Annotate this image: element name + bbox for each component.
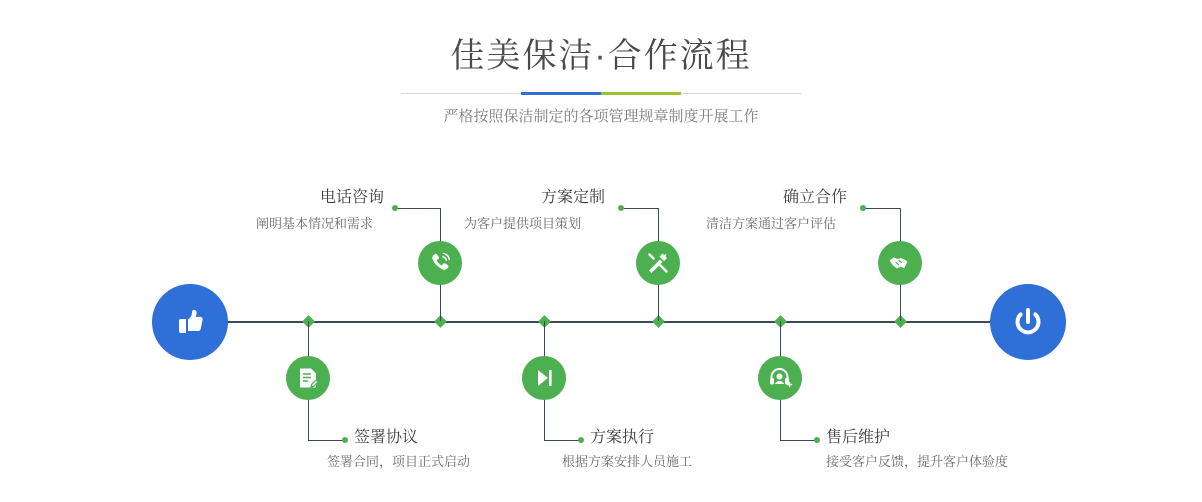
step-icon-3	[636, 241, 680, 285]
thumbs-up-icon	[170, 302, 210, 342]
headset-support-icon	[767, 365, 793, 391]
step-title-2: 签署协议	[354, 429, 419, 446]
step-title-3: 方案定制	[541, 189, 606, 206]
step-icon-1	[418, 241, 462, 285]
step-desc-6: 接受客户反馈，提升客户体验度	[826, 454, 1009, 469]
divider-blue-segment	[521, 92, 601, 95]
play-forward-icon	[531, 365, 557, 391]
connector-hline-4	[544, 440, 580, 441]
title-divider	[401, 92, 801, 95]
step-title-4: 方案执行	[590, 429, 655, 446]
handshake-icon	[887, 250, 913, 276]
step-desc-5: 清洁方案通过客户评估	[706, 216, 837, 231]
tools-icon	[645, 250, 671, 276]
phone-ring-icon	[427, 250, 453, 276]
step-icon-4	[522, 356, 566, 400]
document-edit-icon	[295, 365, 321, 391]
connector-dot-4	[578, 437, 584, 443]
connector-dot-6	[814, 437, 820, 443]
step-desc-4: 根据方案安排人员施工	[562, 454, 693, 469]
connector-hline-1	[396, 208, 440, 209]
timeline-end-node	[990, 284, 1066, 360]
step-desc-3: 为客户提供项目策划	[464, 216, 582, 231]
step-desc-2: 签署合同，项目正式启动	[327, 454, 471, 469]
connector-dot-5	[860, 205, 866, 211]
connector-dot-2	[342, 437, 348, 443]
connector-hline-5	[864, 208, 900, 209]
connector-dot-3	[618, 205, 624, 211]
connector-dot-1	[392, 205, 398, 211]
step-icon-5	[878, 241, 922, 285]
step-icon-6	[758, 356, 802, 400]
step-title-1: 电话咨询	[320, 189, 385, 206]
step-icon-2	[286, 356, 330, 400]
connector-hline-6	[780, 440, 816, 441]
step-desc-1: 阐明基本情况和需求	[256, 216, 374, 231]
connector-hline-2	[308, 440, 344, 441]
page-title: 佳美保洁·合作流程	[450, 37, 752, 75]
divider-green-segment	[601, 92, 681, 95]
page-subtitle: 严格按照保洁制定的各项管理规章制度开展工作	[443, 108, 759, 125]
step-title-5: 确立合作	[783, 189, 848, 206]
power-icon	[1008, 302, 1048, 342]
timeline-start-node	[152, 284, 228, 360]
step-title-6: 售后维护	[826, 429, 891, 446]
connector-hline-3	[622, 208, 658, 209]
